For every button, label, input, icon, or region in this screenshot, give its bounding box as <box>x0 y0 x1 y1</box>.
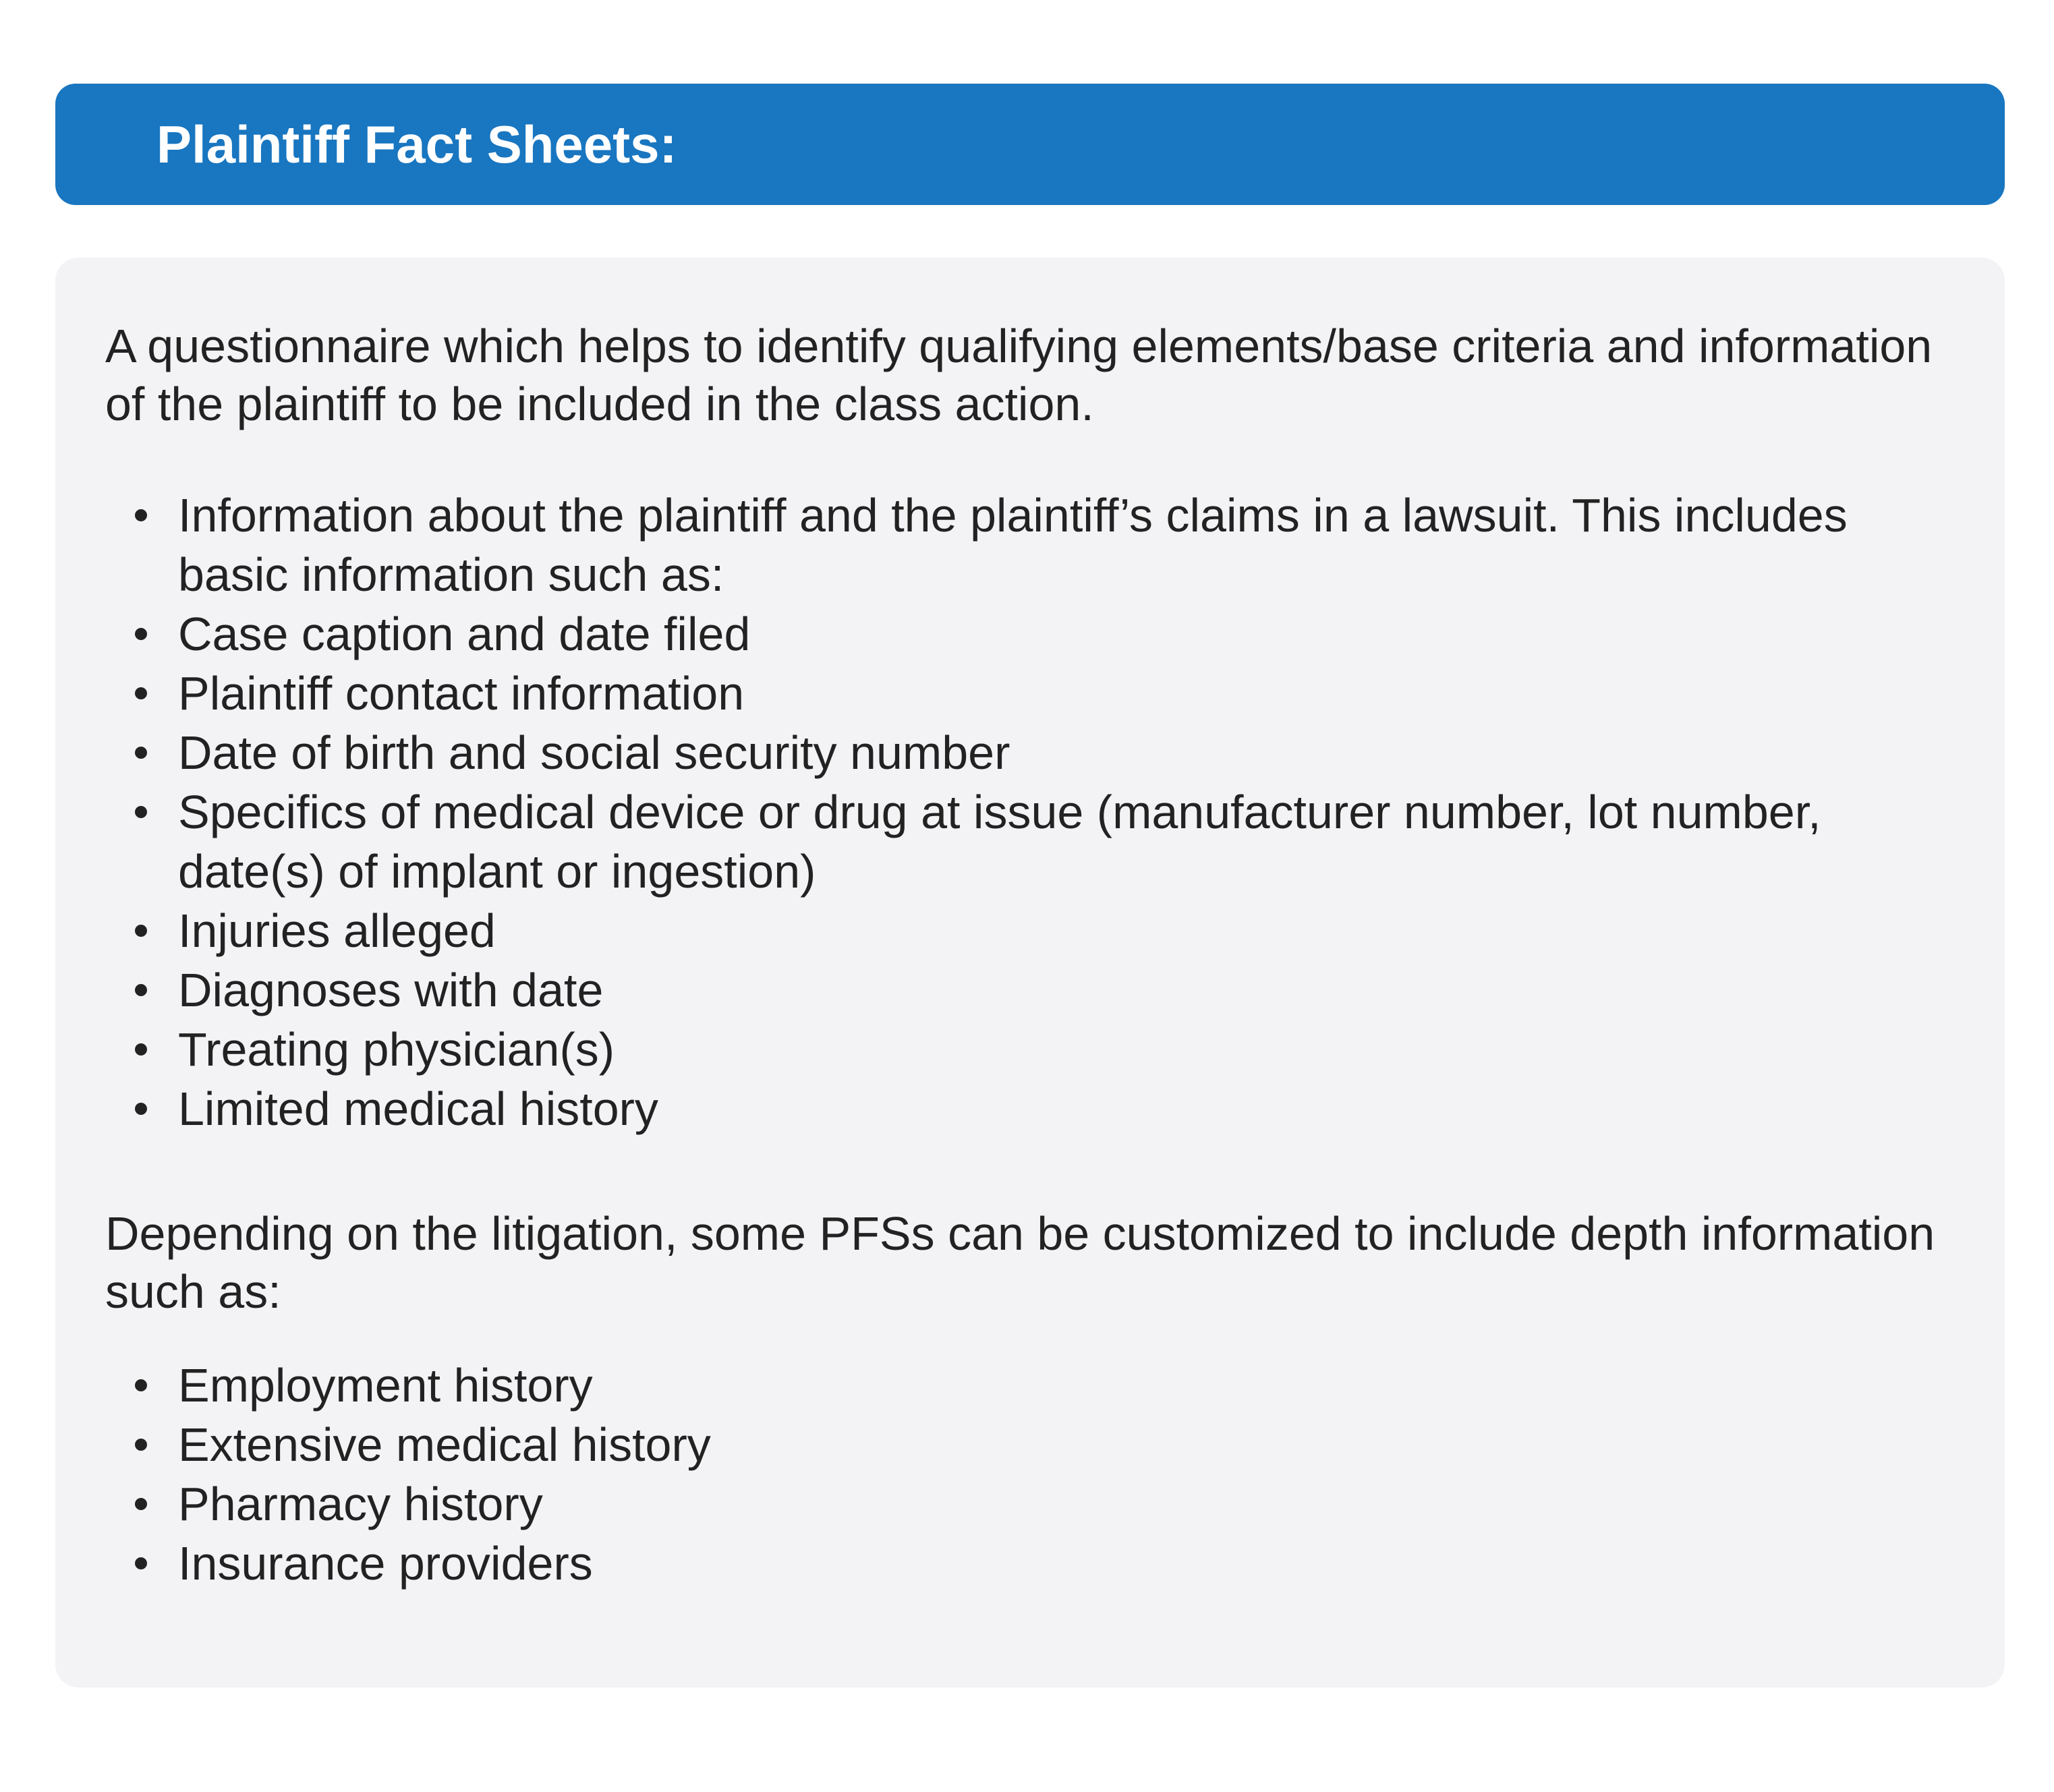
list-item <box>105 604 1918 664</box>
bullet-icon <box>135 984 147 996</box>
list-item <box>105 1079 1918 1138</box>
list-item <box>105 782 1918 901</box>
bullet-icon <box>135 687 147 699</box>
list-item-text: Plaintiff contact information <box>178 667 745 720</box>
depth-info-list <box>105 1356 2005 1593</box>
basic-info-list <box>105 486 2005 1138</box>
bullet-icon <box>135 925 147 937</box>
list-item <box>105 1020 1918 1079</box>
list-item <box>105 960 1918 1020</box>
list-item-text: Insurance providers <box>178 1537 593 1590</box>
list-item-text: Treating physician(s) <box>178 1023 615 1076</box>
bullet-icon <box>135 628 147 640</box>
list-item <box>105 664 1918 723</box>
list-item-text: Case caption and date filed <box>178 608 751 660</box>
bullet-icon <box>135 1103 147 1115</box>
list-item <box>105 723 1918 782</box>
list-item-text: Diagnoses with date <box>178 964 604 1016</box>
bullet-icon <box>135 1439 147 1451</box>
list-item <box>105 486 1918 604</box>
bullet-icon <box>135 509 147 521</box>
list-item-text: Information about the plaintiff and the plaintiff’s claims in a lawsuit. This includes basic information such as: <box>178 489 1848 601</box>
list-item-text: Employment history <box>178 1359 593 1412</box>
bullet-icon <box>135 1557 147 1569</box>
list-item <box>105 1534 1918 1593</box>
list-item-text: Injuries alleged <box>178 904 496 957</box>
bullet-icon <box>135 1379 147 1391</box>
list-item-text: Date of birth and social security number <box>178 726 1010 779</box>
bullet-icon <box>135 806 147 818</box>
list-item-text: Extensive medical history <box>178 1418 711 1471</box>
list-item-text: Limited medical history <box>178 1082 658 1135</box>
list-item <box>105 901 1918 960</box>
list-item-text: Pharmacy history <box>178 1478 543 1530</box>
list-item <box>105 1415 1918 1474</box>
header-bar <box>55 84 2005 205</box>
list-item-text: Specifics of medical device or drug at issue (manufacturer number, lot number, date(s) of implant or ingestion) <box>178 786 1821 898</box>
list-item <box>105 1356 1918 1415</box>
content-card <box>55 258 2005 1687</box>
intro-paragraph: A questionnaire which helps to identify qualifying elements/base criteria and information of the plaintiff to be included in the class action. <box>105 320 1933 430</box>
bullet-icon <box>135 1498 147 1510</box>
list-item <box>105 1474 1918 1534</box>
depth-intro-paragraph: Depending on the litigation, some PFSs can be customized to include depth information such as: <box>105 1207 1935 1318</box>
bullet-icon <box>135 747 147 759</box>
bullet-icon <box>135 1043 147 1056</box>
page-title: Plaintiff Fact Sheets: <box>156 114 677 174</box>
